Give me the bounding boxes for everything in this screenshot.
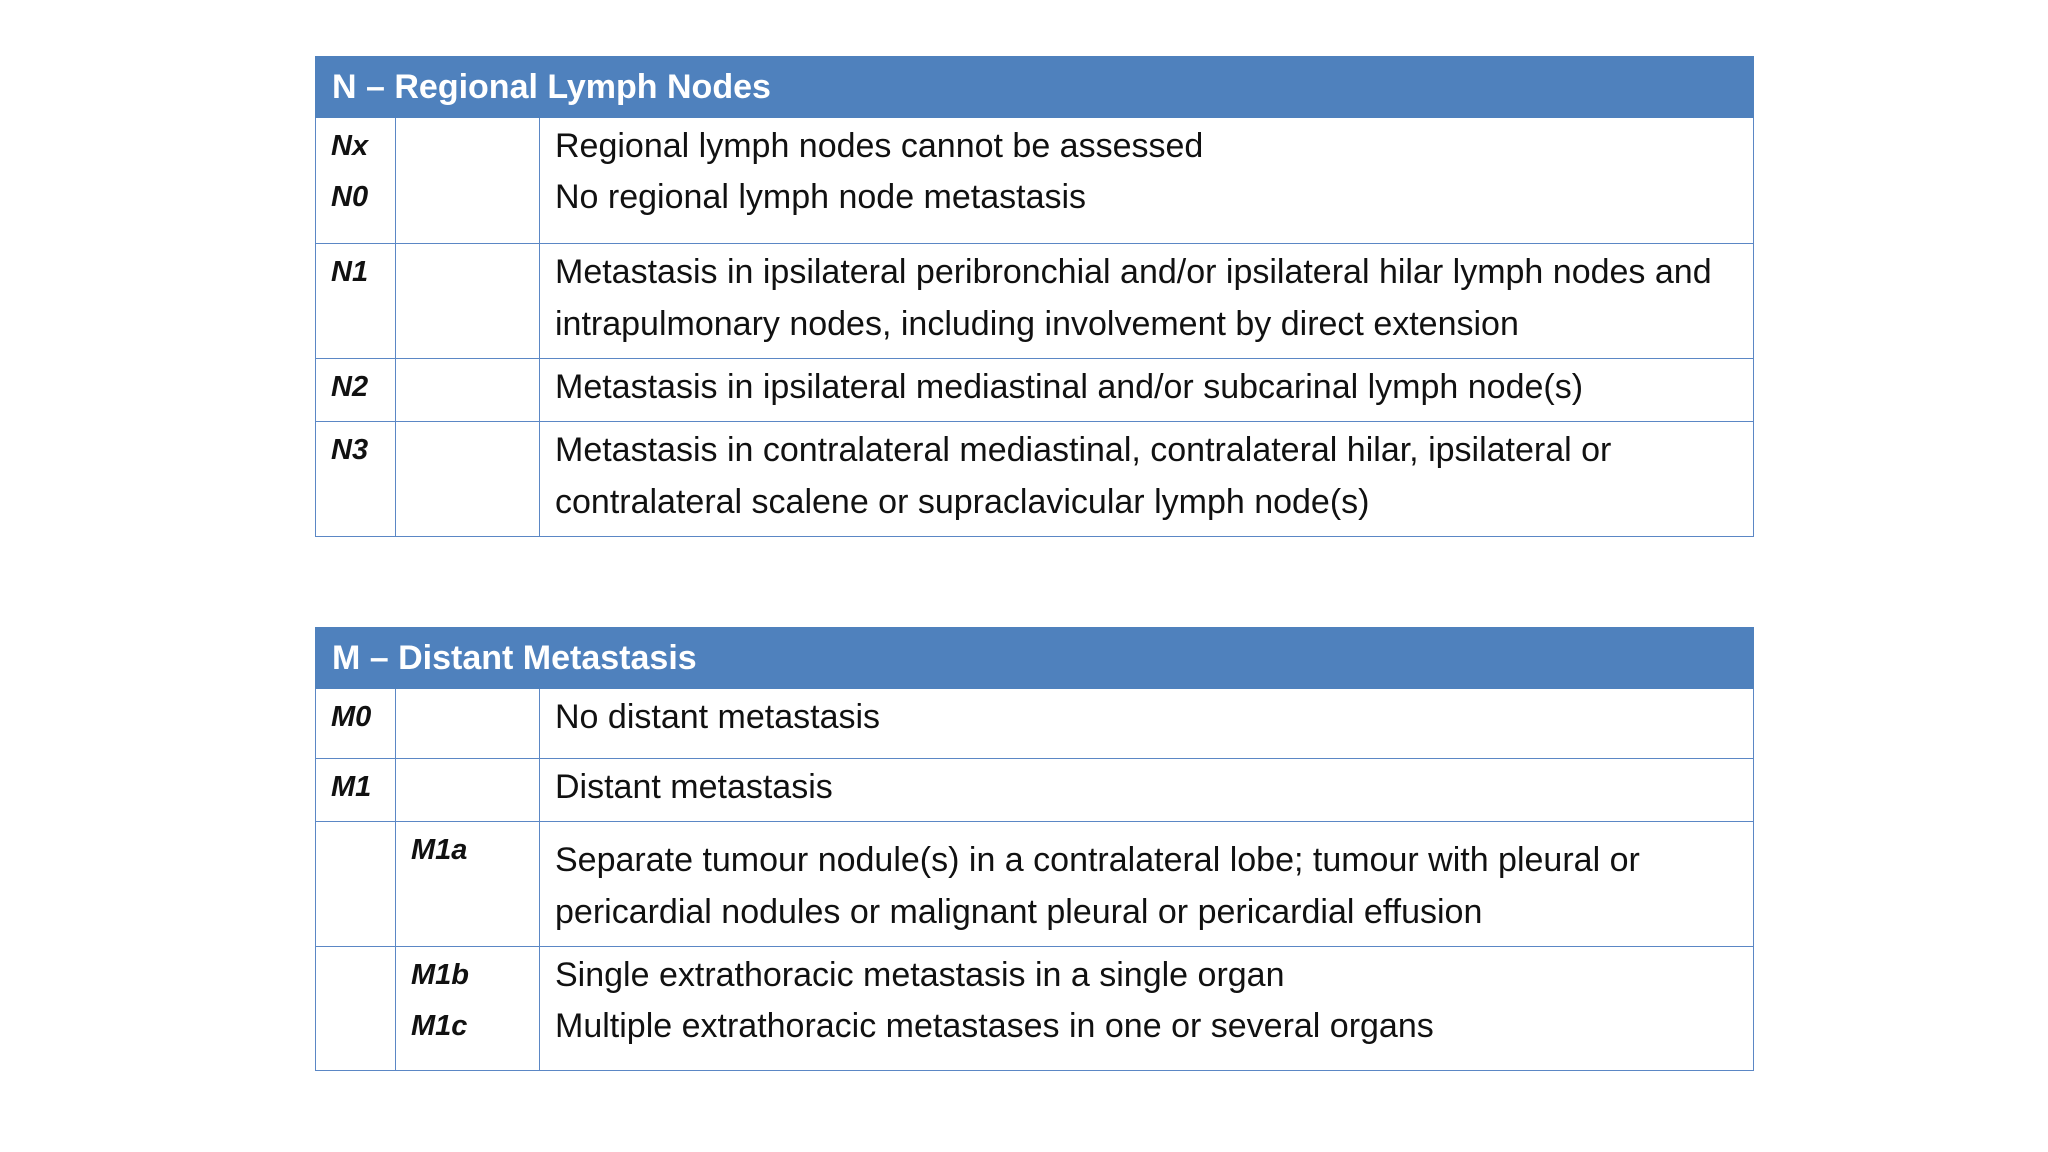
stage-code: N2: [331, 371, 369, 403]
stage-description: Separate tumour nodule(s) in a contralateral lobe; tumour with pleural or pericardial nodules or malignant pleural or pericardial effusion: [555, 841, 1640, 931]
code-cell: [316, 359, 396, 422]
subcode-cell: [396, 822, 540, 947]
stage-description: Metastasis in contralateral mediastinal, contralateral hilar, ipsilateral or contralateral scalene or supraclavicular lymph node(s): [555, 431, 1612, 521]
stage-description: Regional lymph nodes cannot be assessed: [555, 127, 1204, 165]
n-table-title: N – Regional Lymph Nodes: [316, 57, 1754, 118]
code-cell: [316, 759, 396, 822]
stage-code: N3: [331, 434, 369, 466]
code-cell: [316, 422, 396, 537]
description-cell: [540, 759, 1754, 822]
stage-description: Metastasis in ipsilateral mediastinal and/or subcarinal lymph node(s): [555, 368, 1584, 406]
table-row: [316, 822, 1754, 947]
stage-description: Metastasis in ipsilateral peribronchial and/or ipsilateral hilar lymph nodes and intrapulmonary nodes, including involvement by direct extension: [555, 253, 1712, 343]
stage-code: M1: [331, 771, 372, 803]
code-cell: [316, 947, 396, 1071]
description-cell: [540, 689, 1754, 759]
description-cell: [540, 422, 1754, 537]
table-row: [316, 947, 1754, 1071]
description-cell: [540, 359, 1754, 422]
table-row: [316, 244, 1754, 359]
stage-description: Single extrathoracic metastasis in a single organ: [555, 956, 1285, 994]
table-row: [316, 422, 1754, 537]
code-cell: [316, 118, 396, 244]
stage-code: N0: [331, 181, 369, 213]
stage-description: Distant metastasis: [555, 768, 833, 806]
stage-description: No distant metastasis: [555, 698, 881, 736]
code-cell: [316, 822, 396, 947]
subcode-cell: [396, 422, 540, 537]
stage-subcode: M1b: [411, 959, 469, 991]
stage-description: No regional lymph node metastasis: [555, 178, 1087, 216]
regional-lymph-nodes-table: [315, 56, 1754, 537]
stage-code: M0: [331, 701, 372, 733]
subcode-cell: [396, 947, 540, 1071]
table-row: [316, 759, 1754, 822]
description-cell: [540, 244, 1754, 359]
subcode-cell: [396, 244, 540, 359]
description-cell: [540, 947, 1754, 1071]
table-row: [316, 118, 1754, 244]
table-row: [316, 359, 1754, 422]
subcode-cell: [396, 759, 540, 822]
description-cell: [540, 822, 1754, 947]
stage-code: Nx: [331, 130, 369, 162]
subcode-cell: [396, 689, 540, 759]
code-cell: [316, 244, 396, 359]
table-row: [316, 689, 1754, 759]
subcode-cell: [396, 359, 540, 422]
subcode-cell: [396, 118, 540, 244]
stage-subcode: M1a: [411, 834, 468, 866]
stage-description: Multiple extrathoracic metastases in one or several organs: [555, 1007, 1434, 1045]
code-cell: [316, 689, 396, 759]
description-cell: [540, 118, 1754, 244]
stage-subcode: M1c: [411, 1010, 468, 1042]
distant-metastasis-table: [315, 627, 1754, 1071]
m-table-title: M – Distant Metastasis: [316, 628, 1754, 689]
stage-code: N1: [331, 256, 369, 288]
